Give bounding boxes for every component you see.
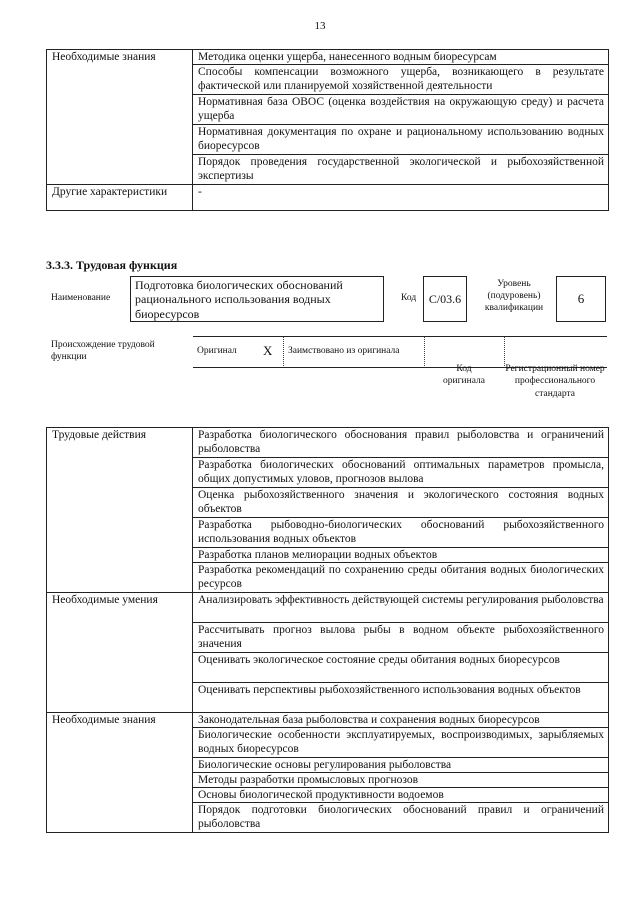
skill-item: Оценивать экологическое состояние среды обитания водных биоресурсов: [193, 653, 609, 683]
original-mark: X: [263, 343, 273, 358]
origin-divider: [504, 337, 505, 366]
labor-action-item: Разработка биологических обоснований оптимальных параметров промысла, общих допустимых уловов, прогнозов вылова: [193, 458, 609, 488]
knowledge-item: Порядок проведения государственной экологической и рыбохозяйственной экспертизы: [193, 155, 609, 185]
knowledge-item: Нормативная документация по охране и рациональному использованию водных биоресурсов: [193, 125, 609, 155]
knowledge-item: Способы компенсации возможного ущерба, возникающего в результате фактической или планируемой хозяйственной деятельности: [193, 65, 609, 95]
knowledge-item: Порядок подготовки биологических обоснований правил и ограничений рыболовства: [193, 803, 609, 833]
skill-item: Рассчитывать прогноз вылова рыбы в водном объекте рыбохозяйственного значения: [193, 623, 609, 653]
knowledge-item: Методика оценки ущерба, нанесенного водным биоресурсам: [193, 50, 609, 65]
origin-divider: [283, 337, 284, 366]
code-value-field: C/03.6: [423, 276, 467, 322]
knowledge-item: Основы биологической продуктивности водоемов: [193, 788, 609, 803]
knowledge-item: Биологические основы регулирования рыболовства: [193, 758, 609, 773]
labor-action-item: Разработка рекомендаций по сохранению среды обитания водных биологических ресурсов: [193, 563, 609, 593]
labor-action-item: Оценка рыбохозяйственного значения и экологического состояния водных объектов: [193, 488, 609, 518]
category-cell: Трудовые действия: [47, 428, 193, 593]
category-cell: Другие характеристики: [47, 185, 193, 211]
skill-item: Оценивать перспективы рыбохозяйственного использования водных объектов: [193, 683, 609, 713]
code-label: Код: [401, 293, 417, 303]
knowledge-item: Биологические особенности эксплуатируемых, воспроизводимых, зарыбляемых водных биоресурсов: [193, 728, 609, 758]
category-cell: Необходимые умения: [47, 593, 193, 713]
labor-action-item: Разработка биологического обоснования правил рыболовства и ограничений рыболовства: [193, 428, 609, 458]
knowledge-item: Законодательная база рыболовства и сохранения водных биоресурсов: [193, 713, 609, 728]
labor-action-item: Разработка планов мелиорации водных объектов: [193, 548, 609, 563]
registration-number-caption: Регистрационный номер профессионального стандарта: [505, 364, 605, 399]
origin-divider: [424, 337, 425, 366]
original-code-caption: Код оригинала: [443, 364, 485, 387]
other-characteristics-value: -: [193, 185, 609, 211]
category-cell: Необходимые знания: [47, 50, 193, 185]
labor-action-item: Разработка рыбоводно-биологических обоснований рыбохозяйственного использования водных объектов: [193, 518, 609, 548]
function-name-field: Подготовка биологических обоснований рационального использования водных биоресурсов: [130, 276, 384, 322]
labor-function-table: [46, 427, 609, 833]
page-number: 13: [314, 20, 326, 32]
name-label: Наименование: [51, 293, 111, 303]
section-title: 3.3.3. Трудовая функция: [46, 258, 178, 272]
level-label: Уровень (подуровень) квалификации: [484, 279, 544, 313]
top-requirements-table: [46, 49, 609, 211]
knowledge-item: Методы разработки промысловых прогнозов: [193, 773, 609, 788]
borrowed-label: Заимствовано из оригинала: [288, 346, 400, 356]
skill-item: Анализировать эффективность действующей системы регулирования рыболовства: [193, 593, 609, 623]
level-value-field: 6: [556, 276, 606, 322]
knowledge-item: Нормативная база ОВОС (оценка воздействия на окружающую среду) и расчета ущерба: [193, 95, 609, 125]
category-cell: Необходимые знания: [47, 713, 193, 833]
origin-label: Происхождение трудовой функции: [51, 340, 155, 362]
original-label: Оригинал: [197, 346, 237, 356]
